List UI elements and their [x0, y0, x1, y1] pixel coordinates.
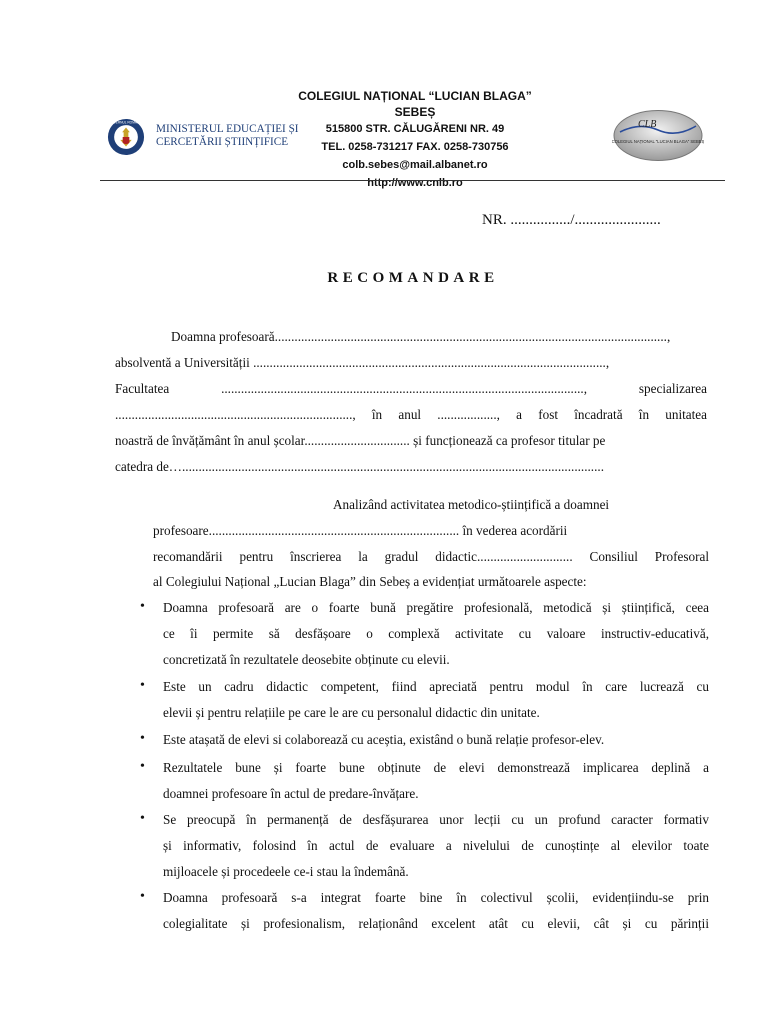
- bullet-1-line-2: ce îi permite să desfășoare o complexă activitate cu valoare instructiv-educativă,: [163, 626, 709, 641]
- school-logo-monogram: CLB: [638, 119, 657, 130]
- bullet-4-line-1: Rezultatele bune și foarte bune obținute de elevi demonstrează implicarea deplină a: [163, 760, 709, 775]
- school-logo: [612, 108, 704, 163]
- school-phone-fax: TEL. 0258-731217 FAX. 0258-730756: [321, 141, 509, 153]
- bullet-3-line-1: Este atașată de elevi si colaborează cu aceștia, existând o bună relație profesor-elev.: [163, 732, 605, 747]
- bullet-5-marker: •: [140, 811, 145, 826]
- school-address: 515800 STR. CĂLUGĂRENI NR. 49: [325, 123, 505, 135]
- para1-line-2: absolventă a Universității ...........................................................................................................,: [115, 355, 610, 370]
- ministry-name-line-1: MINISTERUL EDUCAȚIEI ȘI: [156, 123, 299, 135]
- para2-line-3: recomandării pentru înscrierea la gradul didactic............................. Consiliul Profesoral: [153, 549, 709, 564]
- crest-caption: GUVERNUL ROMÂNIEI: [108, 120, 144, 125]
- bullet-5-line-1: Se preocupă în permanență de desfășurarea unor lecții cu un profund caracter formativ: [163, 812, 709, 827]
- registration-number: NR. ................/.......................: [482, 212, 661, 228]
- bullet-6-line-2: colegialitate și profesionalism, relaționând excelent atât cu elevii, cât și cu părinții: [163, 916, 709, 931]
- bullet-6-marker: •: [140, 889, 145, 904]
- bullet-2-line-1: Este un cadru didactic competent, fiind apreciată pentru modul în care lucrează cu: [163, 679, 709, 694]
- romanian-government-crest-icon: [107, 118, 145, 156]
- bullet-5-line-3: mijloacele și procedeele ce-i stau la îndemână.: [163, 864, 409, 879]
- header-divider: [100, 180, 725, 181]
- ministry-name-line-2: CERCETĂRII ȘTIINȚIFICE: [156, 136, 289, 148]
- document-title: RECOMANDARE: [327, 270, 499, 286]
- bullet-5-line-2: și informativ, folosind în actul de evaluare a nivelului de cunoștințe al elevilor toate: [163, 838, 709, 853]
- bullet-2-line-2: elevii și pentru relațiile pe care le are cu personalul didactic din unitate.: [163, 705, 540, 720]
- school-website: http://www.cnlb.ro: [367, 177, 463, 189]
- bullet-4-line-2: doamnei profesoare în actul de predare-învățare.: [163, 786, 419, 801]
- para1-line-4: ........................................................................, în anul .................., a fost încadrată în unitatea: [115, 407, 707, 422]
- letterhead: [100, 88, 725, 189]
- para2-line-2: profesoare............................................................................ în vederea acordării: [153, 523, 568, 538]
- school-contact-block: [280, 88, 550, 192]
- ministry-logo: [107, 118, 299, 160]
- bullet-2-marker: •: [140, 678, 145, 693]
- bullet-3-marker: •: [140, 731, 145, 746]
- ministry-name: [156, 123, 299, 149]
- para2-line-1: Analizând activitatea metodico-științifică a doamnei: [333, 497, 610, 512]
- para2-line-4: al Colegiului Național „Lucian Blaga” din Sebeș a evidențiat următoarele aspecte:: [153, 574, 587, 589]
- para1-line-1: Doamna profesoară.......................................................................................................................,: [171, 329, 671, 344]
- bullet-1-line-1: Doamna profesoară are o foarte bună pregătire profesională, metodică și științifică, ceea: [163, 600, 709, 615]
- para1-line-6: catedra de…................................................................................................................................: [115, 459, 604, 474]
- bullet-1-line-3: concretizată în rezultatele deosebite obținute cu elevii.: [163, 652, 450, 667]
- para1-line-5: noastră de învățământ în anul școlar................................ și funcționează ca profesor titular pe: [115, 433, 606, 448]
- bullet-4-marker: •: [140, 759, 145, 774]
- school-email: colb.sebes@mail.albanet.ro: [342, 159, 488, 171]
- para1-line-3: Facultatea .............................................................................................................., specializarea: [115, 381, 707, 396]
- school-logo-caption: COLEGIUL NAȚIONAL "LUCIAN BLAGA" SEBEȘ: [612, 139, 704, 144]
- bullet-6-line-1: Doamna profesoară s-a integrat foarte bine în colectivul școlii, evidențiindu-se prin: [163, 890, 709, 905]
- school-name: COLEGIUL NAȚIONAL “LUCIAN BLAGA” SEBEȘ: [298, 89, 532, 119]
- bullet-1-marker: •: [140, 599, 145, 614]
